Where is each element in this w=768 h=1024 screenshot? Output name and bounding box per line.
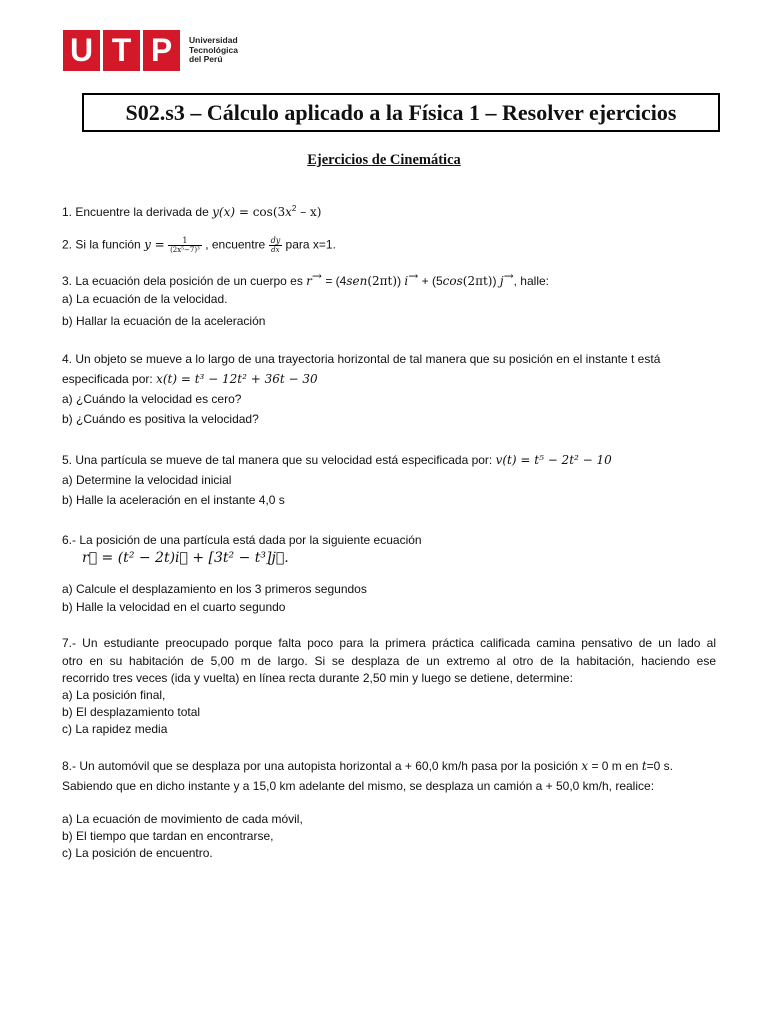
ex2-dx: dx [271,246,280,254]
ex2-dy: dy [270,236,281,245]
logo-text-line1: Universidad [189,35,238,46]
logo-letter-p: P [143,30,180,71]
logo-letter-u: U [63,30,100,71]
ex4-item-a: a) ¿Cuándo la velocidad es cero? [62,392,242,406]
ex7-line2: otro en su habitación de 5,00 m de largo. Si se desplaza de un extremo al otro de la habitación, haciendo ese [62,654,716,668]
ex5-equation: v(t) = t⁵ − 2t² − 10 [495,453,612,467]
ex8-line1c: =0 s. [646,759,673,773]
ex4-line1: 4. Un objeto se mueve a lo largo de una trayectoria horizontal de tal manera que su posición en el instante t está [62,352,661,366]
ex3-arg: (2πt) [367,274,398,288]
ex7-line3: recorrido tres veces (ida y vuelta) en línea recta durante 2,50 min y luego se detiene, determine: [62,671,573,685]
ex2-mid: , encuentre [201,237,269,252]
ex3-item-b: b) Hallar la ecuación de la aceleración [62,314,266,328]
ex3-j: j [499,274,504,288]
ex8-item-a: a) La ecuación de movimiento de cada móvil, [62,812,303,826]
ex6-equation: r⃗ = (t² − 2t)i⃗ + [3t² − t³]j⃗. [82,550,289,566]
ex2-tail: para x=1. [282,237,336,252]
page-title: S02.s3 – Cálculo aplicado a la Física 1 – Resolver ejercicios [125,99,677,125]
ex2-frac-num: 1 [168,236,202,246]
ex3-plus: + (5 [418,274,443,288]
ex8-line1a: 8.- Un automóvil que se desplaza por una autopista horizontal a + 60,0 km/h pasa por la posición [62,759,582,773]
ex5-line1 [62,452,612,468]
exercise-2 [62,236,336,255]
ex3-arg2: (2πt) [462,274,493,288]
ex3-i: i [404,274,409,288]
ex4-item-b: b) ¿Cuándo es positiva la velocidad? [62,412,259,426]
ex4-line2 [62,371,318,387]
ex2-text: 2. Si la función [62,237,145,252]
logo-text-line3: del Perú [189,54,223,65]
ex7-item-a: a) La posición final, [62,688,166,702]
ex2-lhs: y = [144,237,165,252]
ex3-r: r [306,274,312,288]
title-box [82,93,720,132]
ex8-line1b: = 0 m en [588,759,642,773]
ex3-text: 3. La ecuación dela posición de un cuerpo es [62,274,307,288]
ex2-fraction [168,236,202,255]
ex7-item-c: c) La rapidez media [62,722,168,736]
ex8-item-c: c) La posición de encuentro. [62,846,213,860]
ex6-line1: 6.- La posición de una partícula está dada por la siguiente ecuación [62,533,422,547]
ex4-lead: especificada por: [62,372,157,386]
ex8-line2: Sabiendo que en dicho instante y a 15,0 km adelante del mismo, se desplaza un camión a + 50,0 km/h, realice: [62,779,655,793]
exercise-3: 3. La ecuación dela posición de un cuerpo es r→ = (4sen(2πt)) i→ + (5cos(2πt)) j→, halle: [62,269,549,288]
ex1-exp: 2 [291,204,297,213]
ex1-tail: – x) [296,205,322,219]
ex1-eq: = cos(3 [235,205,286,219]
ex1-xvar: x [285,205,292,219]
ex8-xvar: x [581,759,589,773]
ex3-item-a: a) La ecuación de la velocidad. [62,292,228,306]
ex3-tail: , halle: [513,274,549,288]
ex6-item-a: a) Calcule el desplazamiento en los 3 primeros segundos [62,582,367,596]
utp-logo [63,30,238,71]
ex5-lead: 5. Una partícula se mueve de tal manera que su velocidad está especificada por: [62,453,496,467]
exercise-1 [62,204,321,220]
logo-letter-t: T [103,30,140,71]
ex6-equation-wrap [82,549,289,566]
ex7-line1: 7.- Un estudiante preocupado porque falta poco para la primera práctica calificada camina pensativo de un lado al [62,636,716,650]
ex5-item-a: a) Determine la velocidad inicial [62,473,232,487]
ex8-item-b: b) El tiempo que tardan en encontrarse, [62,829,274,843]
ex5-item-b: b) Halle la aceleración en el instante 4,0 s [62,493,285,507]
ex3-sen: sen [346,274,368,288]
section-subtitle: Ejercicios de Cinemática [307,152,461,168]
ex3-cos: cos [442,274,463,288]
ex2-derivative [269,236,283,255]
ex1-func: y(x) [212,205,236,219]
ex3-eq: = (4 [321,274,347,288]
ex8-line1 [62,758,673,774]
ex6-item-b: b) Halle la velocidad en el cuarto segundo [62,600,286,614]
ex8-tvar: t [641,759,647,773]
ex2-frac-den: (2x⁵−7)³ [170,246,200,254]
ex1-text: 1. Encuentre la derivada de [62,205,213,219]
logo-text-line2: Tecnológica [189,44,238,55]
logo-university-name [189,36,238,65]
ex4-equation: x(t) = t³ − 12t² + 36t − 30 [156,372,318,386]
ex7-item-b: b) El desplazamiento total [62,705,201,719]
